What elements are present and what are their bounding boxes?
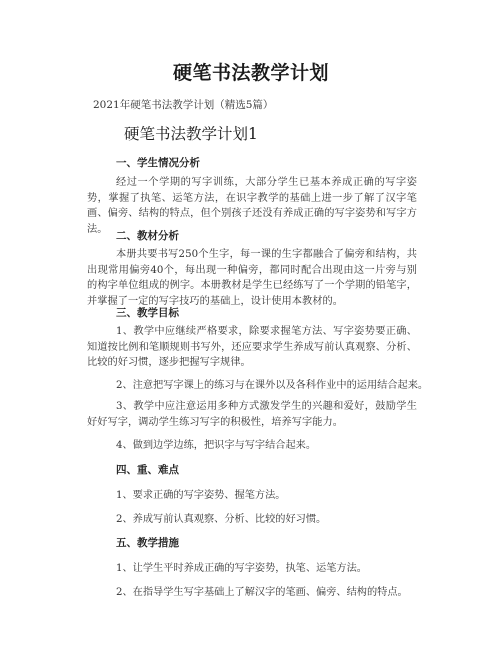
- plan-title: 硬笔书法教学计划1: [124, 125, 258, 143]
- section-paragraph-student-analysis: 经过一个学期的写字训练，大部分学生已基本养成正确的写字姿势，掌握了执笔、运笔方法，在识字教学的基础上进一步了解了汉字笔画、偏旁、结构的特点，但个别孩子还没有养成正确的写字姿势和写字方法。: [87, 177, 417, 235]
- section-heading-teaching-goals: 三、教学目标: [116, 307, 179, 319]
- section-heading-key-points: 四、重、难点: [116, 464, 179, 476]
- measure-item-2: 2、在指导学生写字基础上了解汉字的笔画、偏旁、结构的特点。: [116, 587, 408, 598]
- key-point-item-1: 1、要求正确的写字姿势、握笔方法。: [116, 490, 286, 501]
- measure-item-1: 1、让学生平时养成正确的写字姿势，执笔、运笔方法。: [116, 563, 367, 574]
- section-heading-teaching-measures: 五、教学措施: [116, 537, 179, 549]
- key-point-item-2: 2、养成写前认真观察、分析、比较的好习惯。: [116, 514, 327, 525]
- goal-item-4: 4、做到边学边练，把识字与写字结合起来。: [116, 440, 317, 451]
- section-heading-student-analysis: 一、学生情况分析: [116, 157, 200, 169]
- document-subtitle: 2021年硬笔书法教学计划（精选5篇）: [93, 99, 274, 111]
- section-heading-material-analysis: 二、教材分析: [116, 230, 179, 242]
- goal-item-2: 2、注意把写字课上的练习与在课外以及各科作业中的运用结合起来。: [116, 380, 429, 391]
- section-paragraph-material-analysis: 本册共要书写250个生字，每一课的生字都融合了偏旁和结构，共出现常用偏旁40个，每出现一种偏旁，都同时配合出现由这一片旁与别的构字单位组成的例字。本册教材是学生已经练写了一个学期的铅笔字，并掌握了一定的写字技巧的基础上，设计使用本教材的。: [87, 249, 417, 307]
- document-title: 硬笔书法教学计划: [172, 62, 329, 84]
- goal-item-3: 3、教学中应注意运用多种方式激发学生的兴趣和爱好，鼓励学生好好写字，调动学生练习写字的积极性，培养写字能力。: [87, 401, 417, 428]
- goal-item-1: 1、教学中应继续严格要求，除要求握笔方法、写字姿势要正确、知道按比例和笔顺规则书写外，还应要求学生养成写前认真观察、分析、比较的好习惯，逐步把握写字规律。: [87, 326, 417, 368]
